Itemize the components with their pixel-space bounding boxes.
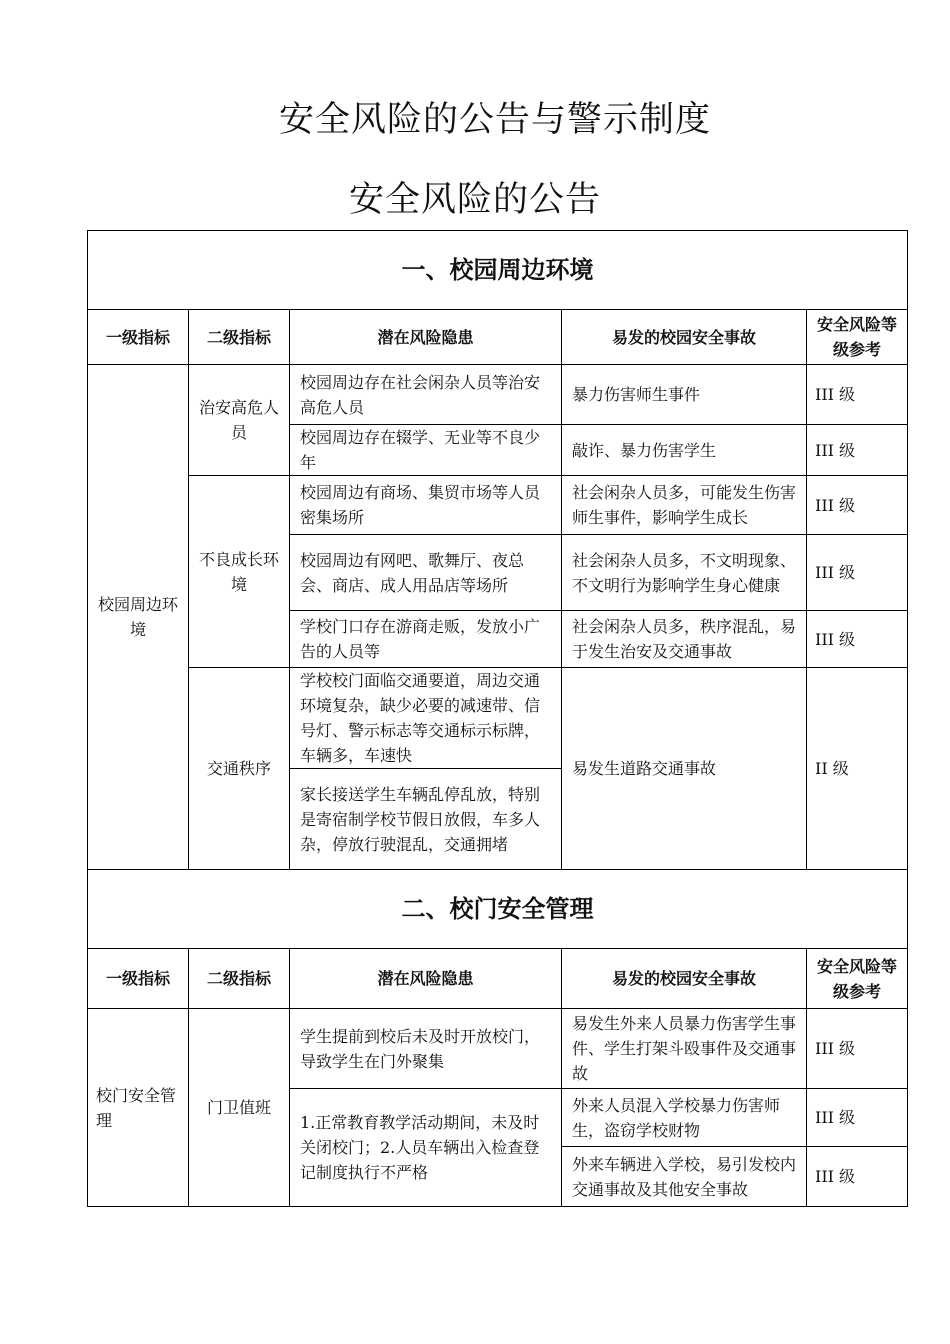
header-level2: 二级指标 xyxy=(189,949,290,1009)
risk-cell: 学生提前到校后未及时开放校门，导致学生在门外聚集 xyxy=(290,1009,562,1089)
risk-cell: 校园周边有商场、集贸市场等人员密集场所 xyxy=(290,476,562,535)
document-title: 安全风险的公告与警示制度 xyxy=(278,100,711,140)
header-accident: 易发的校园安全事故 xyxy=(562,949,807,1009)
header-accident: 易发的校园安全事故 xyxy=(562,310,807,365)
grade-cell: III 级 xyxy=(807,535,908,611)
grade-cell: III 级 xyxy=(807,611,908,668)
level2-cell: 门卫值班 xyxy=(189,1009,290,1207)
level2-cell: 交通秩序 xyxy=(189,668,290,870)
accident-cell: 社会闲杂人员多，可能发生伤害师生事件，影响学生成长 xyxy=(562,476,807,535)
grade-cell: III 级 xyxy=(807,1147,908,1207)
header-risk: 潜在风险隐患 xyxy=(290,949,562,1009)
header-risk: 潜在风险隐患 xyxy=(290,310,562,365)
risk-cell: 校园周边存在辍学、无业等不良少年 xyxy=(290,425,562,476)
accident-cell: 外来人员混入学校暴力伤害师生，盗窃学校财物 xyxy=(562,1089,807,1147)
risk-table xyxy=(87,230,908,1207)
risk-cell: 家长接送学生车辆乱停乱放，特别是寄宿制学校节假日放假，车多人杂，停放行驶混乱，交通拥堵 xyxy=(290,769,562,870)
risk-cell: 1.正常教育教学活动期间，未及时关闭校门；2.人员车辆出入检查登记制度执行不严格 xyxy=(290,1089,562,1207)
grade-cell: III 级 xyxy=(807,1009,908,1089)
level1-cell: 校门安全管理 xyxy=(88,1009,189,1207)
risk-cell: 学校校门面临交通要道，周边交通环境复杂，缺少必要的减速带、信号灯、警示标志等交通标示标牌，车辆多，车速快 xyxy=(290,668,562,769)
grade-cell: II 级 xyxy=(807,668,908,870)
header-level1: 一级指标 xyxy=(88,949,189,1009)
level2-cell: 治安高危人员 xyxy=(189,365,290,476)
risk-cell: 校园周边存在社会闲杂人员等治安高危人员 xyxy=(290,365,562,425)
accident-cell: 社会闲杂人员多，不文明现象、不文明行为影响学生身心健康 xyxy=(562,535,807,611)
accident-cell: 外来车辆进入学校，易引发校内交通事故及其他安全事故 xyxy=(562,1147,807,1207)
accident-cell: 社会闲杂人员多，秩序混乱，易于发生治安及交通事故 xyxy=(562,611,807,668)
grade-cell: III 级 xyxy=(807,1089,908,1147)
accident-cell: 易发生道路交通事故 xyxy=(562,668,807,870)
risk-cell: 校园周边有网吧、歌舞厅、夜总会、商店、成人用品店等场所 xyxy=(290,535,562,611)
header-level2: 二级指标 xyxy=(189,310,290,365)
grade-cell: III 级 xyxy=(807,425,908,476)
header-grade: 安全风险等级参考 xyxy=(807,310,908,365)
accident-cell: 易发生外来人员暴力伤害学生事件、学生打架斗殴事件及交通事故 xyxy=(562,1009,807,1089)
section-title: 一、校园周边环境 xyxy=(88,231,908,310)
level2-cell: 不良成长环境 xyxy=(189,476,290,668)
accident-cell: 敲诈、暴力伤害学生 xyxy=(562,425,807,476)
section-title: 二、校门安全管理 xyxy=(88,870,908,949)
risk-cell: 学校门口存在游商走贩，发放小广告的人员等 xyxy=(290,611,562,668)
header-grade: 安全风险等级参考 xyxy=(807,949,908,1009)
level1-cell: 校园周边环境 xyxy=(88,365,189,870)
grade-cell: III 级 xyxy=(807,365,908,425)
grade-cell: III 级 xyxy=(807,476,908,535)
header-level1: 一级指标 xyxy=(88,310,189,365)
document-subtitle: 安全风险的公告 xyxy=(348,180,601,220)
accident-cell: 暴力伤害师生事件 xyxy=(562,365,807,425)
